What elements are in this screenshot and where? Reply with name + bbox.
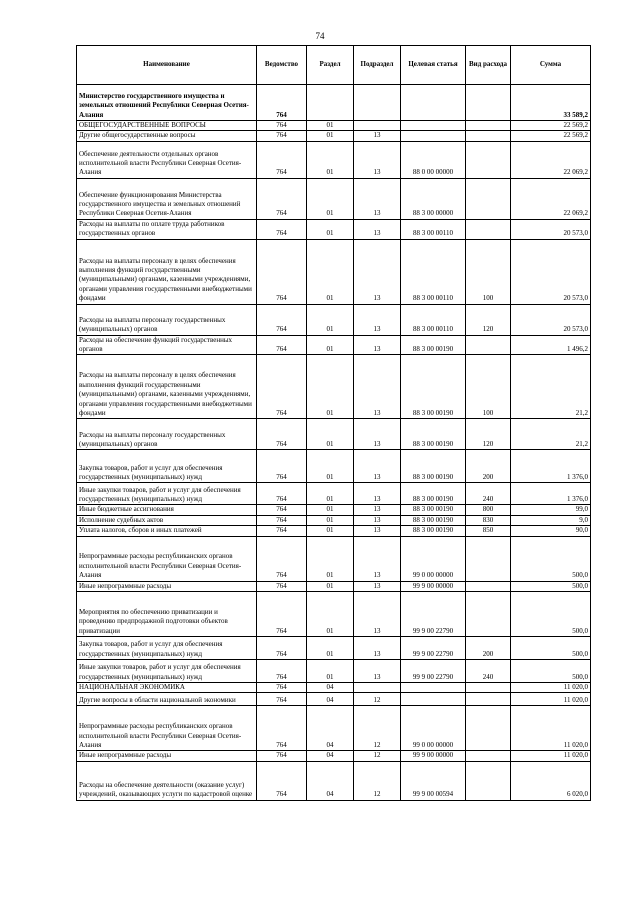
- row-name: НАЦИОНАЛЬНАЯ ЭКОНОМИКА: [77, 683, 257, 693]
- row-kind: 200: [466, 450, 511, 483]
- row-sum: 22 069,2: [511, 178, 591, 219]
- row-section: [307, 85, 354, 121]
- table-row: [77, 483, 591, 505]
- table-row: [77, 304, 591, 335]
- row-section: 01: [307, 536, 354, 581]
- table-row: [77, 515, 591, 525]
- table-row: [77, 683, 591, 693]
- row-section: 01: [307, 483, 354, 505]
- row-sum: 500,0: [511, 592, 591, 637]
- row-kind: 120: [466, 419, 511, 450]
- row-sum: 11 020,0: [511, 751, 591, 761]
- row-target: 99 9 00 22790: [401, 660, 466, 683]
- row-target: 88 3 00 00110: [401, 239, 466, 304]
- row-dept: 764: [257, 592, 307, 637]
- row-sum: 9,0: [511, 515, 591, 525]
- header-target: Целевая статья: [401, 46, 466, 85]
- row-name: Министерство государственного имущества и земельных отношений Республики Северная Осетия-Алания: [77, 85, 257, 121]
- table-row: [77, 581, 591, 591]
- row-kind: [466, 693, 511, 706]
- row-target: [401, 85, 466, 121]
- row-dept: 764: [257, 581, 307, 591]
- row-subsection: 12: [354, 706, 401, 751]
- row-section: 01: [307, 419, 354, 450]
- row-target: 88 3 00 00110: [401, 219, 466, 239]
- row-section: 01: [307, 178, 354, 219]
- row-section: 01: [307, 141, 354, 178]
- row-dept: 764: [257, 304, 307, 335]
- table-row: [77, 239, 591, 304]
- row-sum: 11 020,0: [511, 706, 591, 751]
- row-subsection: 12: [354, 761, 401, 800]
- row-kind: [466, 219, 511, 239]
- row-subsection: 13: [354, 239, 401, 304]
- row-subsection: 13: [354, 304, 401, 335]
- row-kind: 240: [466, 483, 511, 505]
- header-subsection: Подраздел: [354, 46, 401, 85]
- row-dept: 764: [257, 121, 307, 131]
- row-subsection: [354, 85, 401, 121]
- row-subsection: 13: [354, 581, 401, 591]
- row-name: ОБЩЕГОСУДАРСТВЕННЫЕ ВОПРОСЫ: [77, 121, 257, 131]
- row-subsection: [354, 683, 401, 693]
- row-dept: 764: [257, 419, 307, 450]
- row-target: [401, 693, 466, 706]
- row-dept: 764: [257, 693, 307, 706]
- row-target: 88 3 00 00190: [401, 505, 466, 515]
- row-section: 01: [307, 526, 354, 536]
- row-subsection: 13: [354, 505, 401, 515]
- row-section: 04: [307, 751, 354, 761]
- row-sum: 21,2: [511, 419, 591, 450]
- row-dept: 764: [257, 335, 307, 355]
- row-sum: 20 573,0: [511, 239, 591, 304]
- row-target: 88 3 00 00190: [401, 419, 466, 450]
- table-row: [77, 178, 591, 219]
- row-name: Закупка товаров, работ и услуг для обеспечения государственных (муниципальных) нужд: [77, 450, 257, 483]
- row-target: 88 3 00 00190: [401, 526, 466, 536]
- row-name: Обеспечение деятельности отдельных органов исполнительной власти Республики Северная Осетия-Алания: [77, 141, 257, 178]
- row-name: Расходы на обеспечение функций государственных органов: [77, 335, 257, 355]
- row-dept: 764: [257, 751, 307, 761]
- row-dept: 764: [257, 483, 307, 505]
- row-kind: 240: [466, 660, 511, 683]
- row-section: 01: [307, 239, 354, 304]
- row-dept: 764: [257, 526, 307, 536]
- row-sum: 1 376,0: [511, 483, 591, 505]
- row-dept: 764: [257, 219, 307, 239]
- row-section: 01: [307, 592, 354, 637]
- row-dept: 764: [257, 505, 307, 515]
- row-kind: [466, 141, 511, 178]
- row-subsection: 13: [354, 515, 401, 525]
- row-name: Расходы на выплаты по оплате труда работников государственных органов: [77, 219, 257, 239]
- row-kind: [466, 536, 511, 581]
- row-kind: 200: [466, 637, 511, 660]
- row-section: 01: [307, 450, 354, 483]
- row-sum: 22 569,2: [511, 121, 591, 131]
- row-sum: 20 573,0: [511, 304, 591, 335]
- row-target: 88 3 00 00190: [401, 450, 466, 483]
- row-sum: 11 020,0: [511, 683, 591, 693]
- row-target: 99 0 00 00000: [401, 706, 466, 751]
- row-section: 01: [307, 515, 354, 525]
- row-dept: 764: [257, 536, 307, 581]
- table-row: [77, 660, 591, 683]
- row-sum: 1 496,2: [511, 335, 591, 355]
- row-name: Иные закупки товаров, работ и услуг для обеспечения государственных (муниципальных) нужд: [77, 483, 257, 505]
- row-subsection: 13: [354, 536, 401, 581]
- row-name: Расходы на выплаты персоналу государственных (муниципальных) органов: [77, 419, 257, 450]
- table-row: [77, 219, 591, 239]
- row-name: Обеспечение функционирования Министерства государственного имущества и земельных отношений Республики Северная Осетия-Алания: [77, 178, 257, 219]
- row-name: Расходы на обеспечение деятельности (оказание услуг) учреждений, оказывающих услуги по кадастровой оценке: [77, 761, 257, 800]
- table-row: [77, 761, 591, 800]
- row-target: 99 9 00 00000: [401, 751, 466, 761]
- row-section: 04: [307, 683, 354, 693]
- row-sum: 20 573,0: [511, 219, 591, 239]
- row-name: Расходы на выплаты персоналу в целях обеспечения выполнения функций государственными (муниципальными) органами, казенными учреждениями, органами управления государственными внебюджетными фондами: [77, 239, 257, 304]
- row-kind: [466, 121, 511, 131]
- row-section: 01: [307, 304, 354, 335]
- row-subsection: 13: [354, 637, 401, 660]
- row-target: 88 3 00 00110: [401, 304, 466, 335]
- row-name: Иные непрограммные расходы: [77, 751, 257, 761]
- row-section: 01: [307, 637, 354, 660]
- row-name: Закупка товаров, работ и услуг для обеспечения государственных (муниципальных) нужд: [77, 637, 257, 660]
- row-section: 04: [307, 761, 354, 800]
- row-target: 88 3 00 00190: [401, 483, 466, 505]
- row-kind: [466, 761, 511, 800]
- row-dept: 764: [257, 141, 307, 178]
- row-name: Мероприятия по обеспечению приватизации и проведению предпродажной подготовки объектов приватизации: [77, 592, 257, 637]
- row-subsection: 12: [354, 693, 401, 706]
- row-sum: 11 020,0: [511, 693, 591, 706]
- row-dept: 764: [257, 515, 307, 525]
- row-kind: 830: [466, 515, 511, 525]
- row-section: 01: [307, 219, 354, 239]
- row-target: 99 9 00 22790: [401, 637, 466, 660]
- row-kind: 100: [466, 355, 511, 419]
- row-kind: 100: [466, 239, 511, 304]
- table-body: [77, 85, 591, 801]
- row-kind: 120: [466, 304, 511, 335]
- row-sum: 500,0: [511, 581, 591, 591]
- row-subsection: 13: [354, 141, 401, 178]
- header-name: Наименование: [77, 46, 257, 85]
- row-dept: 764: [257, 239, 307, 304]
- row-dept: 764: [257, 450, 307, 483]
- row-subsection: 13: [354, 592, 401, 637]
- row-subsection: 13: [354, 355, 401, 419]
- table-header: [77, 46, 591, 85]
- table-row: [77, 419, 591, 450]
- row-subsection: 13: [354, 419, 401, 450]
- row-sum: 22 569,2: [511, 131, 591, 141]
- table-row: [77, 637, 591, 660]
- row-name: Непрограммные расходы республиканских органов исполнительной власти Республики Северная Осетия-Алания: [77, 706, 257, 751]
- row-subsection: 12: [354, 751, 401, 761]
- table-row: [77, 450, 591, 483]
- page-number: 74: [315, 31, 325, 41]
- row-subsection: 13: [354, 660, 401, 683]
- row-kind: 800: [466, 505, 511, 515]
- row-section: 04: [307, 706, 354, 751]
- header-section: Раздел: [307, 46, 354, 85]
- row-sum: 22 069,2: [511, 141, 591, 178]
- row-dept: 764: [257, 683, 307, 693]
- row-name: Иные закупки товаров, работ и услуг для обеспечения государственных (муниципальных) нужд: [77, 660, 257, 683]
- table-row: [77, 706, 591, 751]
- row-kind: [466, 131, 511, 141]
- row-subsection: [354, 121, 401, 131]
- table-row: [77, 751, 591, 761]
- row-section: 04: [307, 693, 354, 706]
- row-dept: 764: [257, 85, 307, 121]
- row-target: 99 9 00 00594: [401, 761, 466, 800]
- table-row: [77, 121, 591, 131]
- row-kind: 850: [466, 526, 511, 536]
- row-name: Исполнение судебных актов: [77, 515, 257, 525]
- row-target: [401, 131, 466, 141]
- row-section: 01: [307, 581, 354, 591]
- table-row: [77, 592, 591, 637]
- row-kind: [466, 178, 511, 219]
- row-subsection: 13: [354, 131, 401, 141]
- row-target: 88 3 00 00190: [401, 335, 466, 355]
- row-name: Иные непрограммные расходы: [77, 581, 257, 591]
- row-dept: 764: [257, 706, 307, 751]
- table-row: [77, 526, 591, 536]
- row-name: Расходы на выплаты персоналу государственных (муниципальных) органов: [77, 304, 257, 335]
- row-target: 99 0 00 00000: [401, 536, 466, 581]
- row-target: 88 3 00 00000: [401, 178, 466, 219]
- table-row: [77, 505, 591, 515]
- row-kind: [466, 751, 511, 761]
- row-target: 99 9 00 22790: [401, 592, 466, 637]
- row-section: 01: [307, 660, 354, 683]
- row-dept: 764: [257, 355, 307, 419]
- row-section: 01: [307, 505, 354, 515]
- table-row: [77, 85, 591, 121]
- row-name: Уплата налогов, сборов и иных платежей: [77, 526, 257, 536]
- row-target: 99 9 00 00000: [401, 581, 466, 591]
- row-kind: [466, 85, 511, 121]
- row-kind: [466, 335, 511, 355]
- row-section: 01: [307, 131, 354, 141]
- row-sum: 33 589,2: [511, 85, 591, 121]
- row-name: Другие общегосударственные вопросы: [77, 131, 257, 141]
- row-target: 88 0 00 00000: [401, 141, 466, 178]
- row-sum: 6 020,0: [511, 761, 591, 800]
- row-name: Непрограммные расходы республиканских органов исполнительной власти Республики Северная Осетия-Алания: [77, 536, 257, 581]
- row-kind: [466, 581, 511, 591]
- row-subsection: 13: [354, 335, 401, 355]
- row-sum: 21,2: [511, 355, 591, 419]
- row-sum: 99,0: [511, 505, 591, 515]
- row-kind: [466, 706, 511, 751]
- row-sum: 500,0: [511, 536, 591, 581]
- row-dept: 764: [257, 637, 307, 660]
- row-target: [401, 121, 466, 131]
- row-name: Другие вопросы в области национальной экономики: [77, 693, 257, 706]
- row-dept: 764: [257, 761, 307, 800]
- row-subsection: 13: [354, 178, 401, 219]
- table-row: [77, 141, 591, 178]
- header-dept: Ведомство: [257, 46, 307, 85]
- row-section: 01: [307, 121, 354, 131]
- row-target: 88 3 00 00190: [401, 355, 466, 419]
- table-row: [77, 693, 591, 706]
- row-name: Иные бюджетные ассигнования: [77, 505, 257, 515]
- row-subsection: 13: [354, 526, 401, 536]
- row-subsection: 13: [354, 450, 401, 483]
- row-subsection: 13: [354, 483, 401, 505]
- row-sum: 90,0: [511, 526, 591, 536]
- row-sum: 1 376,0: [511, 450, 591, 483]
- row-kind: [466, 683, 511, 693]
- row-sum: 500,0: [511, 660, 591, 683]
- row-target: [401, 683, 466, 693]
- row-section: 01: [307, 335, 354, 355]
- row-dept: 764: [257, 131, 307, 141]
- row-subsection: 13: [354, 219, 401, 239]
- table-row: [77, 131, 591, 141]
- row-target: 88 3 00 00190: [401, 515, 466, 525]
- table-row: [77, 355, 591, 419]
- header-kind: Вид расхода: [466, 46, 511, 85]
- table-row: [77, 536, 591, 581]
- row-name: Расходы на выплаты персоналу в целях обеспечения выполнения функций государственными (муниципальными) органами, казенными учреждениями, органами управления государственными внебюджетными фондами: [77, 355, 257, 419]
- row-section: 01: [307, 355, 354, 419]
- row-sum: 500,0: [511, 637, 591, 660]
- row-dept: 764: [257, 660, 307, 683]
- row-kind: [466, 592, 511, 637]
- budget-table: [76, 45, 591, 801]
- row-dept: 764: [257, 178, 307, 219]
- table-row: [77, 335, 591, 355]
- header-sum: Сумма: [511, 46, 591, 85]
